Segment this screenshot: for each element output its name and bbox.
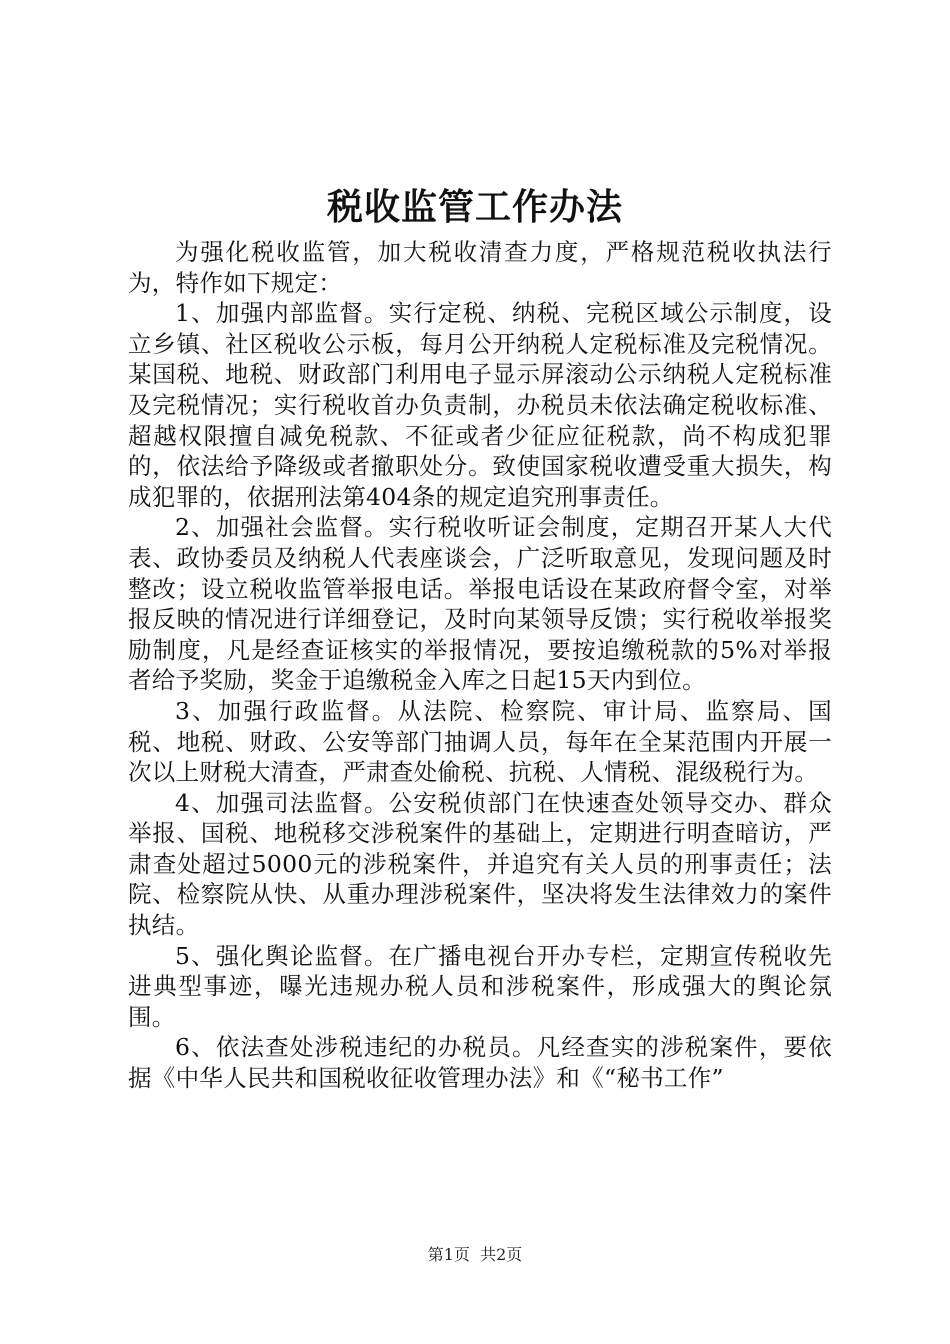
paragraph-public-opinion-supervision: 5、强化舆论监督。在广播电视台开办专栏，定期宣传税收先进典型事迹，曝光违规办税人员和涉税案件，形成强大的舆论氛围。 [128, 941, 832, 1031]
footer-separator [470, 1245, 480, 1264]
paragraph-internal-supervision: 1、加强内部监督。实行定税、纳税、完税区域公示制度，设立乡镇、社区税收公示板，每月公开纳税人定税标准及完税情况。某国税、地税、财政部门利用电子显示屏滚动公示纳税人定税标准及完税情况；实行税收首办负责制，办税员未依法确定税收标准、超越权限擅自减免税款、不征或者少征应征税款，尚不构成犯罪的，依法给予降级或者撤职处分。致使国家税收遭受重大损失，构成犯罪的，依据刑法第404条的规定追究刑事责任。 [128, 299, 832, 511]
document-title: 税收监管工作办法 [326, 186, 623, 228]
paragraph-judicial-supervision: 4、加强司法监督。公安税侦部门在快速查处领导交办、群众举报、国税、地税移交涉税案件的基础上，定期进行明查暗访，严肃查处超过5000元的涉税案件，并追究有关人员的刑事责任；法院、检察院从快、从重办理涉税案件，坚决将发生法律效力的案件执结。 [128, 788, 832, 940]
page-footer [0, 1244, 950, 1266]
page-number-total: 共2页 [480, 1245, 523, 1264]
paragraph-social-supervision: 2、加强社会监督。实行税收听证会制度，定期召开某人大代表、政协委员及纳税人代表座谈会，广泛听取意见，发现问题及时整改；设立税收监管举报电话。举报电话设在某政府督令室，对举报反映的情况进行详细登记，及时向某领导反馈；实行税收举报奖励制度，凡是经查证核实的举报情况，要按追缴税款的5%对举报者给予奖励，奖金于追缴税金入库之日起15天内到位。 [128, 513, 832, 695]
page-number-current: 第1页 [427, 1245, 470, 1264]
paragraph-violation-handling: 6、依法查处涉税违纪的办税员。凡经查实的涉税案件，要依据《中华人民共和国税收征收管理办法》和《“秘书工作” [128, 1033, 832, 1093]
document-body [128, 237, 832, 1094]
paragraph-administrative-supervision: 3、加强行政监督。从法院、检察院、审计局、监察局、国税、地税、财政、公安等部门抽调人员，每年在全某范围内开展一次以上财税大清查，严肃查处偷税、抗税、人情税、混级税行为。 [128, 696, 832, 787]
paragraph-intro: 为强化税收监管，加大税收清查力度，严格规范税收执法行为，特作如下规定： [128, 238, 832, 297]
